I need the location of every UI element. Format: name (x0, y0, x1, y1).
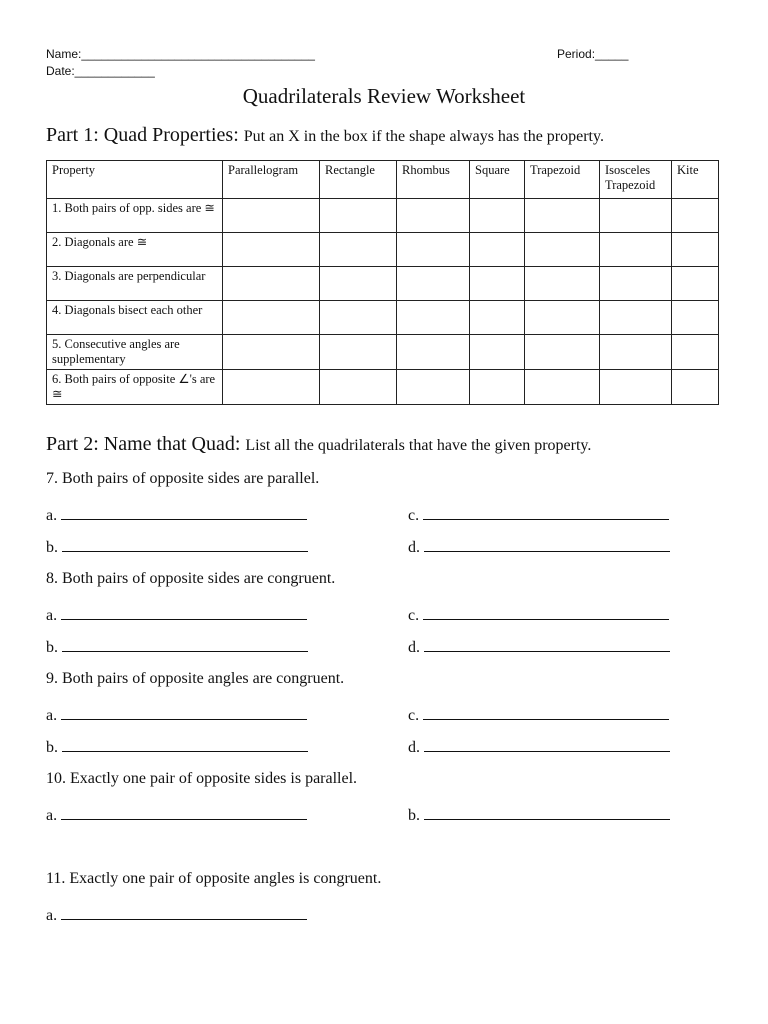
checkbox-cell[interactable] (672, 267, 719, 301)
date-field[interactable]: Date:____________ (46, 64, 155, 78)
checkbox-cell[interactable] (470, 335, 525, 370)
checkbox-cell[interactable] (223, 301, 320, 335)
answer-blank[interactable] (46, 637, 308, 657)
table-header-row (47, 161, 719, 199)
checkbox-cell[interactable] (672, 301, 719, 335)
checkbox-cell[interactable] (470, 267, 525, 301)
answer-letter: a. (46, 607, 58, 624)
properties-table (46, 160, 719, 405)
question-text: 7. Both pairs of opposite sides are parallel. (46, 470, 320, 487)
answer-line[interactable] (61, 805, 307, 820)
checkbox-cell[interactable] (320, 301, 397, 335)
checkbox-cell[interactable] (223, 267, 320, 301)
checkbox-cell[interactable] (320, 199, 397, 233)
property-label: 1. Both pairs of opp. sides are ≅ (47, 199, 223, 233)
question-text: 10. Exactly one pair of opposite sides is parallel. (46, 770, 358, 787)
period-field[interactable]: Period:_____ (557, 47, 629, 61)
checkbox-cell[interactable] (470, 370, 525, 405)
answer-letter: a. (46, 507, 58, 524)
column-header: Parallelogram (223, 161, 320, 199)
checkbox-cell[interactable] (397, 301, 470, 335)
checkbox-cell[interactable] (600, 267, 672, 301)
checkbox-cell[interactable] (397, 267, 470, 301)
answer-blank[interactable] (408, 705, 669, 725)
answer-line[interactable] (61, 905, 307, 920)
worksheet-title: Quadrilaterals Review Worksheet (242, 84, 526, 108)
answer-letter: b. (46, 539, 58, 556)
answer-blank[interactable] (46, 605, 307, 625)
checkbox-cell[interactable] (397, 370, 470, 405)
checkbox-cell[interactable] (525, 370, 600, 405)
table-row (47, 335, 719, 370)
answer-letter: c. (408, 707, 420, 724)
answer-letter: d. (408, 739, 420, 756)
question-text: 8. Both pairs of opposite sides are congruent. (46, 570, 336, 587)
part1-title: Part 1: Quad Properties: (46, 124, 239, 146)
answer-line[interactable] (62, 637, 308, 652)
answer-blank[interactable] (408, 737, 670, 757)
checkbox-cell[interactable] (320, 335, 397, 370)
checkbox-cell[interactable] (525, 335, 600, 370)
answer-blank[interactable] (46, 705, 307, 725)
property-label: 4. Diagonals bisect each other (47, 301, 223, 335)
part1-heading (46, 124, 604, 147)
column-header: Isosceles Trapezoid (600, 161, 672, 199)
column-header: Trapezoid (525, 161, 600, 199)
question-text: 9. Both pairs of opposite angles are congruent. (46, 670, 345, 687)
checkbox-cell[interactable] (525, 267, 600, 301)
table-row (47, 267, 719, 301)
answer-letter: d. (408, 639, 420, 656)
column-header: Rhombus (397, 161, 470, 199)
column-header: Kite (672, 161, 719, 199)
answer-letter: b. (46, 639, 58, 656)
checkbox-cell[interactable] (525, 233, 600, 267)
table-row (47, 301, 719, 335)
checkbox-cell[interactable] (672, 233, 719, 267)
answer-line[interactable] (424, 637, 670, 652)
answer-blank[interactable] (46, 805, 307, 825)
checkbox-cell[interactable] (672, 335, 719, 370)
checkbox-cell[interactable] (525, 199, 600, 233)
checkbox-cell[interactable] (320, 370, 397, 405)
answer-letter: b. (408, 807, 420, 824)
checkbox-cell[interactable] (600, 233, 672, 267)
checkbox-cell[interactable] (470, 301, 525, 335)
answer-blank[interactable] (46, 505, 307, 525)
answer-blank[interactable] (408, 537, 670, 557)
part2-title: Part 2: Name that Quad: (46, 433, 241, 455)
answer-blank[interactable] (46, 737, 308, 757)
answer-line[interactable] (61, 505, 307, 520)
checkbox-cell[interactable] (397, 335, 470, 370)
answer-line[interactable] (423, 605, 669, 620)
property-label: 3. Diagonals are perpendicular (47, 267, 223, 301)
column-header: Rectangle (320, 161, 397, 199)
table-row (47, 199, 719, 233)
answer-line[interactable] (424, 537, 670, 552)
checkbox-cell[interactable] (320, 233, 397, 267)
checkbox-cell[interactable] (223, 233, 320, 267)
answer-line[interactable] (423, 505, 669, 520)
column-header: Square (470, 161, 525, 199)
checkbox-cell[interactable] (470, 233, 525, 267)
answer-blank[interactable] (408, 605, 669, 625)
checkbox-cell[interactable] (223, 199, 320, 233)
part1-instruction: Put an X in the box if the shape always has the property. (243, 128, 604, 145)
checkbox-cell[interactable] (600, 335, 672, 370)
checkbox-cell[interactable] (672, 199, 719, 233)
checkbox-cell[interactable] (470, 199, 525, 233)
answer-blank[interactable] (408, 637, 670, 657)
checkbox-cell[interactable] (223, 335, 320, 370)
answer-line[interactable] (62, 737, 308, 752)
answer-blank[interactable] (408, 505, 669, 525)
name-field[interactable]: Name:___________________________________ (46, 47, 315, 61)
answer-blank[interactable] (408, 805, 670, 825)
answer-line[interactable] (61, 705, 307, 720)
part2-instruction: List all the quadrilaterals that have the given property. (245, 437, 592, 454)
table-row (47, 370, 719, 405)
checkbox-cell[interactable] (600, 301, 672, 335)
question-text: 11. Exactly one pair of opposite angles is congruent. (46, 870, 382, 887)
table-row (47, 233, 719, 267)
checkbox-cell[interactable] (397, 199, 470, 233)
property-label: 5. Consecutive angles are supplementary (47, 335, 223, 370)
property-label: 6. Both pairs of opposite ∠'s are ≅ (47, 370, 223, 405)
part2-heading (46, 433, 591, 456)
answer-line[interactable] (61, 605, 307, 620)
checkbox-cell[interactable] (672, 370, 719, 405)
checkbox-cell[interactable] (600, 370, 672, 405)
answer-letter: c. (408, 607, 420, 624)
answer-letter: a. (46, 807, 58, 824)
answer-line[interactable] (424, 805, 670, 820)
answer-letter: c. (408, 507, 420, 524)
answer-blank[interactable] (46, 905, 307, 925)
answer-letter: d. (408, 539, 420, 556)
answer-line[interactable] (424, 737, 670, 752)
answer-blank[interactable] (46, 537, 308, 557)
checkbox-cell[interactable] (223, 370, 320, 405)
checkbox-cell[interactable] (600, 199, 672, 233)
answer-letter: b. (46, 739, 58, 756)
checkbox-cell[interactable] (320, 267, 397, 301)
answer-letter: a. (46, 907, 58, 924)
property-label: 2. Diagonals are ≅ (47, 233, 223, 267)
answer-letter: a. (46, 707, 58, 724)
answer-line[interactable] (62, 537, 308, 552)
column-header: Property (47, 161, 223, 199)
answer-line[interactable] (423, 705, 669, 720)
checkbox-cell[interactable] (525, 301, 600, 335)
checkbox-cell[interactable] (397, 233, 470, 267)
